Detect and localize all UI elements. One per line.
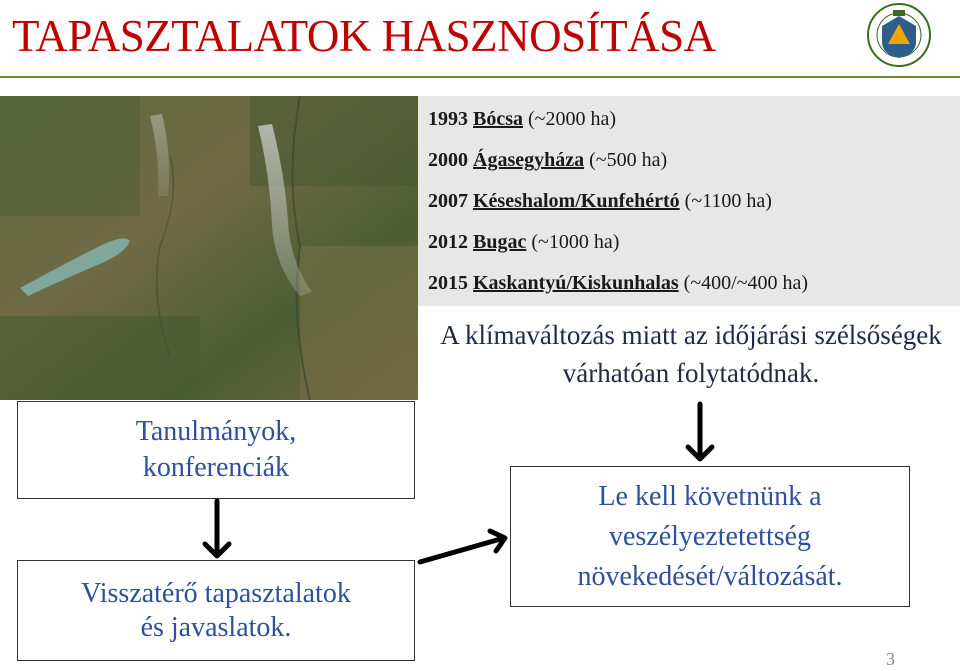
recurring-line: és javaslatok. bbox=[140, 611, 292, 643]
arrow-head-recurring bbox=[490, 531, 505, 551]
follow-line: növekedését/változását. bbox=[577, 560, 843, 592]
follow-line: veszélyeztetettség bbox=[608, 520, 812, 552]
event-area: (~1100 ha) bbox=[679, 190, 772, 212]
event-year: 1993 bbox=[428, 108, 468, 130]
event-place: Bugac bbox=[473, 231, 527, 253]
event-year: 2015 bbox=[428, 272, 468, 294]
arrow-head-studies bbox=[205, 544, 229, 556]
event-area: (~400/~400 ha) bbox=[678, 272, 809, 294]
satellite-image bbox=[0, 96, 418, 400]
event-area: (~2000 ha) bbox=[523, 108, 617, 130]
event-place: Bócsa bbox=[473, 108, 523, 130]
event-year: 2007 bbox=[428, 190, 468, 212]
follow-line: Le kell követnünk a bbox=[598, 480, 822, 512]
event-area: (~500 ha) bbox=[584, 149, 668, 171]
studies-box bbox=[17, 401, 415, 499]
arrow-head-climate bbox=[688, 447, 712, 459]
title-divider bbox=[0, 76, 960, 78]
page-number: 3 bbox=[886, 649, 895, 669]
recurring-line: Visszatérő tapasztalatok bbox=[81, 577, 351, 609]
arrow-recurring-to-follow bbox=[420, 538, 504, 562]
fire-protection-emblem-icon bbox=[866, 2, 932, 68]
recurring-experiences-box bbox=[17, 560, 415, 661]
event-place: Ágasegyháza bbox=[473, 149, 585, 171]
climate-statement: A klímaváltozás miatt az időjárási szélsőségek várhatóan folytatódnak. bbox=[440, 320, 942, 388]
event-year: 2012 bbox=[428, 231, 468, 253]
event-row bbox=[428, 190, 772, 220]
studies-line: Tanulmányok, bbox=[135, 416, 297, 447]
event-row bbox=[428, 108, 616, 138]
event-row bbox=[428, 231, 619, 261]
event-year: 2000 bbox=[428, 149, 468, 171]
fire-events-panel bbox=[418, 96, 960, 306]
event-row bbox=[428, 272, 808, 302]
follow-changes-box bbox=[510, 466, 910, 607]
event-place: Kaskantyú/Kiskunhalas bbox=[473, 272, 679, 294]
event-area: (~1000 ha) bbox=[526, 231, 620, 253]
slide-title: TAPASZTALATOK HASZNOSÍTÁSA bbox=[12, 11, 716, 61]
event-place: Késeshalom/Kunfehértó bbox=[473, 190, 680, 212]
studies-line: konferenciák bbox=[142, 452, 290, 483]
event-row bbox=[428, 149, 667, 179]
